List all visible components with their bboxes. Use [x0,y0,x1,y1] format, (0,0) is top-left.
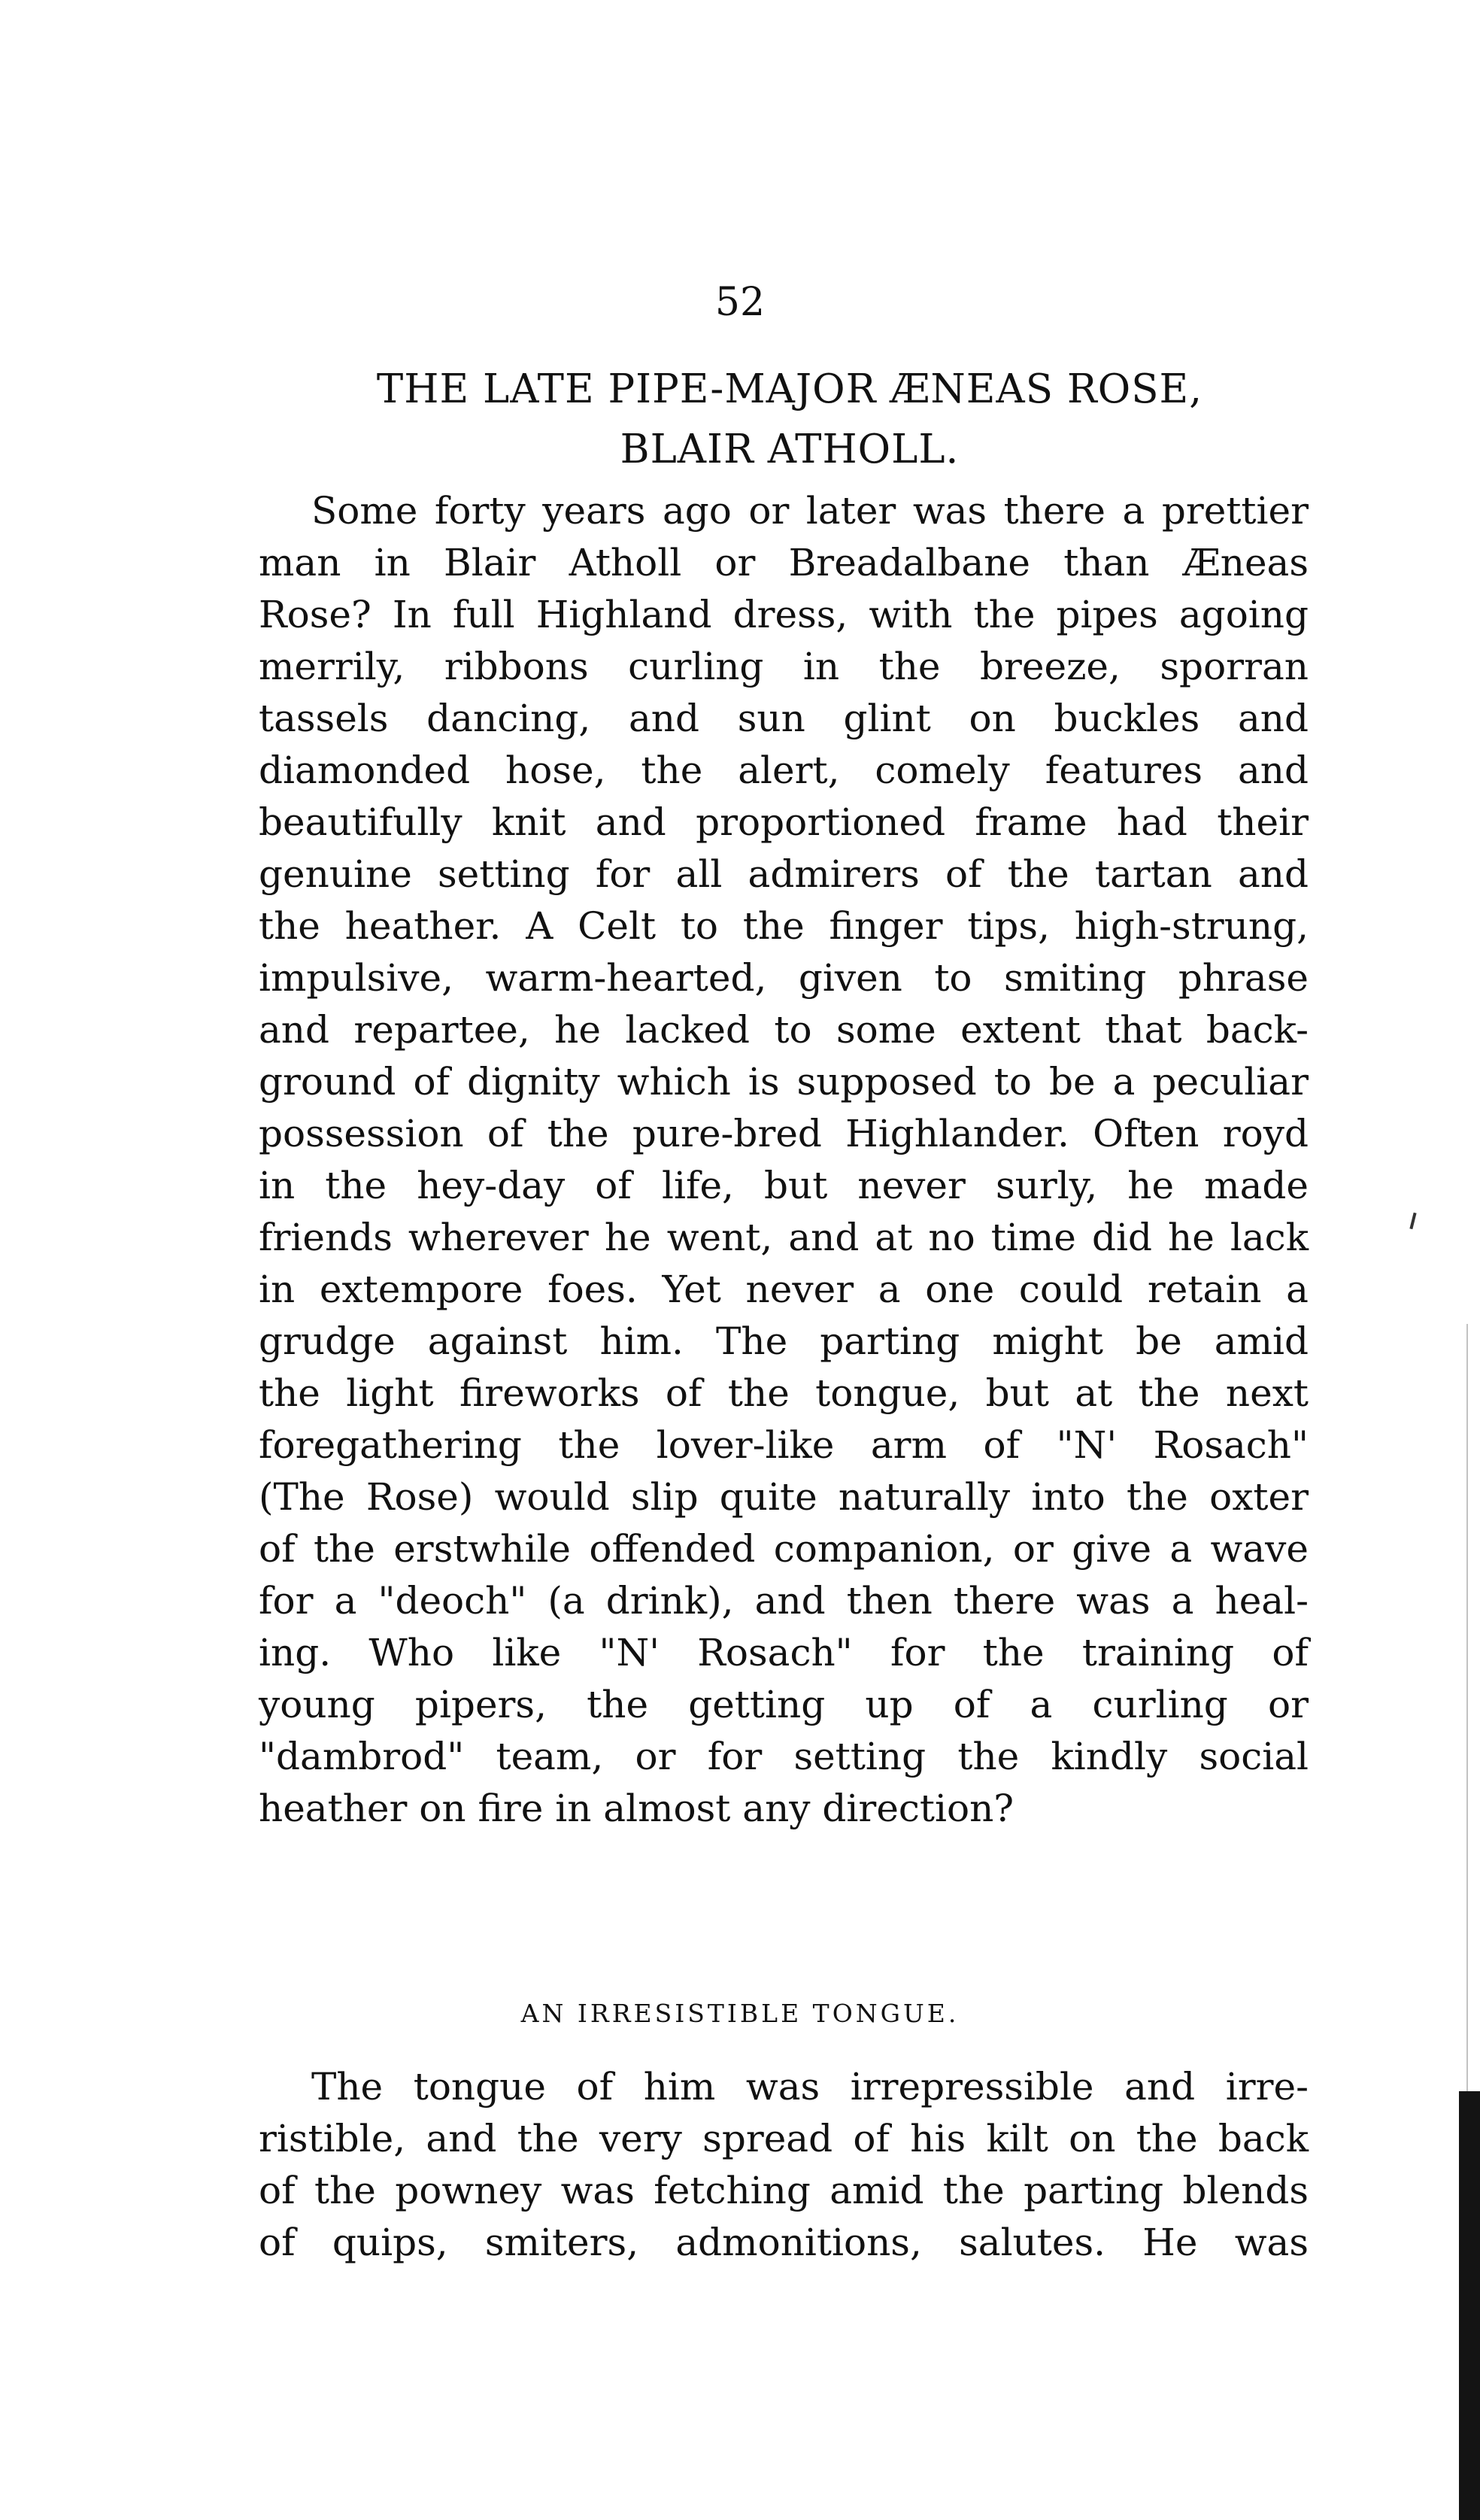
page-number: 52 [714,280,766,325]
text-line: grudge against him. The parting might be amid [259,1319,1309,1363]
text-line: the heather. A Celt to the finger tips, high-strung, [259,904,1309,948]
text-line: and repartee, he lacked to some extent that back- [259,1008,1309,1052]
text-line: foregathering the lover-like arm of "N' Rosach" [259,1423,1309,1467]
text-line: impulsive, warm-hearted, given to smiting phrase [259,956,1309,1000]
text-line: possession of the pure-bred Highlander. Often royd [259,1112,1309,1155]
paragraph-1 [259,485,1309,1835]
text-line: of the erstwhile offended companion, or give a wave [259,1527,1309,1571]
text-line: friends wherever he went, and at no time did he lack [259,1216,1309,1259]
section-subheading: AN IRRESISTIBLE TONGUE. [520,1999,960,2028]
text-line: The tongue of him was irrepressible and irre- [311,2065,1309,2109]
page-edge-shadow [1459,2091,1480,2520]
text-line: man in Blair Atholl or Breadalbane than Æneas [259,541,1309,584]
text-line: ground of dignity which is supposed to be a peculiar [259,1060,1309,1104]
paragraph-2 [259,2061,1309,2269]
text-line: Rose? In full Highland dress, with the pipes agoing [259,593,1309,636]
chapter-title [256,360,1324,480]
text-line: beautifully knit and proportioned frame had their [259,800,1309,844]
text-line: merrily, ribbons curling in the breeze, sporran [259,645,1309,688]
text-line: heather on fire in almost any direction? [259,1787,1014,1830]
text-line: (The Rose) would slip quite naturally into the oxter [259,1475,1309,1519]
chapter-title-line: BLAIR ATHOLL. [620,427,960,472]
text-line: for a "deoch" (a drink), and then there was a heal- [259,1579,1309,1623]
text-line: Some forty years ago or later was there a prettier [311,489,1309,533]
text-line: of the powney was fetching amid the parting blends [259,2169,1309,2212]
text-line: diamonded hose, the alert, comely features and [259,748,1309,792]
text-line: in extempore foes. Yet never a one could retain a [259,1268,1309,1311]
page-edge-line [1466,1324,1468,2114]
text-line: young pipers, the getting up of a curling or [259,1683,1309,1726]
margin-mark [1409,1213,1416,1229]
text-line: "dambrod" team, or for setting the kindly social [259,1735,1309,1778]
text-line: in the hey-day of life, but never surly, he made [259,1164,1309,1207]
text-line: genuine setting for all admirers of the tartan and [259,852,1309,896]
text-line: ristible, and the very spread of his kilt on the back [259,2117,1309,2160]
text-line: of quips, smiters, admonitions, salutes. He was [259,2221,1309,2264]
text-line: ing. Who like "N' Rosach" for the training of [259,1631,1309,1674]
text-line: tassels dancing, and sun glint on buckles and [259,697,1309,740]
text-line: the light fireworks of the tongue, but at the next [259,1371,1309,1415]
chapter-title-line: THE LATE PIPE-MAJOR ÆNEAS ROSE, [376,366,1203,412]
